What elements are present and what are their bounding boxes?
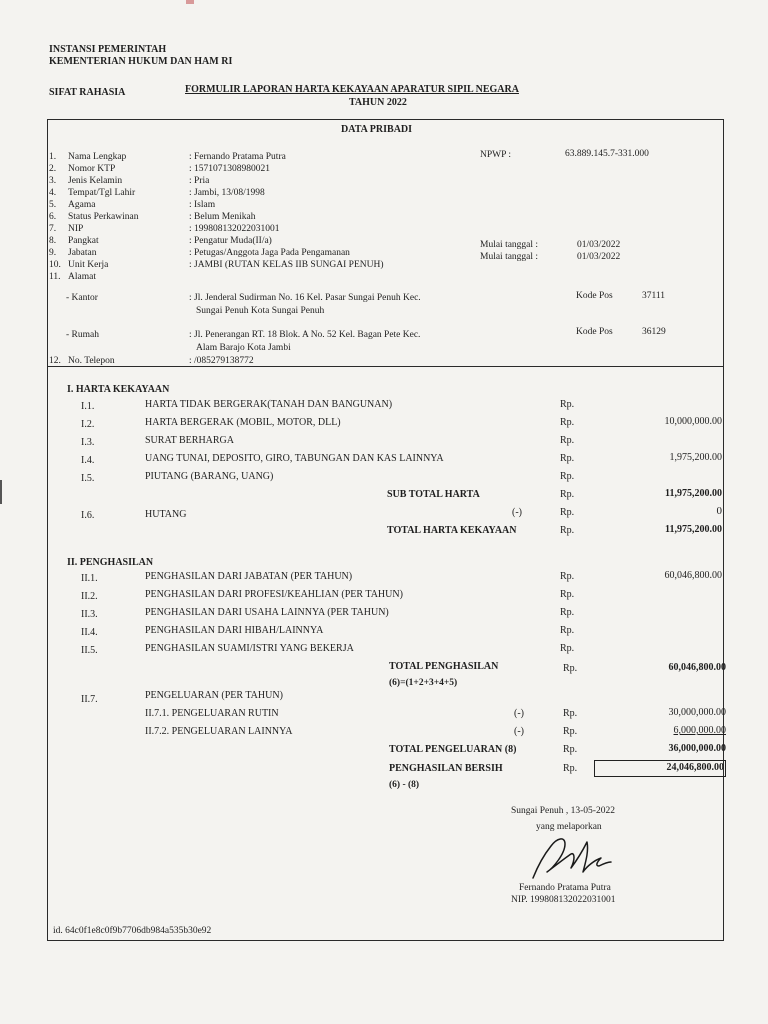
personal-value: : Pria [189, 176, 210, 186]
pengeluaran-label: PENGELUARAN (PER TAHUN) [145, 690, 283, 701]
total-penghasilan-label: TOTAL PENGHASILAN [389, 661, 499, 672]
kantor-label: - Kantor [66, 293, 98, 303]
penghasilan-code: II.2. [81, 591, 98, 602]
personal-label: Nomor KTP [68, 164, 116, 174]
pengeluaran-lainnya-sign: (-) [514, 726, 524, 737]
pengeluaran-lainnya-label: II.7.2. PENGELUARAN LAINNYA [145, 726, 293, 737]
harta-code: I.5. [81, 473, 95, 484]
penghasilan-label: PENGHASILAN DARI JABATAN (PER TAHUN) [145, 571, 353, 582]
personal-value: : Islam [189, 200, 216, 210]
subtotal-harta-rp: Rp. [560, 489, 575, 500]
personal-no: 6. [49, 212, 57, 222]
penghasilan-bersih-value: 24,046,800.00 [666, 762, 724, 773]
personal-no: 3. [49, 176, 57, 186]
harta-value: 10,000,000.00 [664, 416, 722, 427]
harta-rp: Rp. [560, 417, 575, 428]
mulai-tanggal-pangkat-value: 01/03/2022 [577, 240, 621, 250]
personal-no: 2. [49, 164, 57, 174]
rumah-kodepos-value: 36129 [642, 327, 666, 337]
penghasilan-value: 60,046,800.00 [664, 570, 722, 581]
total-harta-rp: Rp. [560, 525, 575, 536]
npwp-label: NPWP : [480, 150, 512, 160]
hutang-code: I.6. [81, 510, 95, 521]
pengeluaran-rutin-label: II.7.1. PENGELUARAN RUTIN [145, 708, 279, 719]
scan-mark [186, 0, 194, 4]
penghasilan-label: PENGHASILAN DARI PROFESI/KEAHLIAN (PER TAHUN) [145, 589, 403, 600]
penghasilan-label: PENGHASILAN SUAMI/ISTRI YANG BEKERJA [145, 643, 354, 654]
personal-label: Jabatan [68, 248, 97, 258]
harta-rp: Rp. [560, 453, 575, 464]
secrecy-label: SIFAT RAHASIA [49, 87, 126, 98]
pengeluaran-rutin-sign: (-) [514, 708, 524, 719]
npwp-value: 63.889.145.7-331.000 [565, 149, 649, 159]
form-title: FORMULIR LAPORAN HARTA KEKAYAAN APARATUR SIPIL NEGARA [185, 84, 519, 95]
penghasilan-label: PENGHASILAN DARI HIBAH/LAINNYA [145, 625, 324, 636]
personal-value: : Jambi, 13/08/1998 [189, 188, 265, 198]
penghasilan-rp: Rp. [560, 589, 575, 600]
harta-label: HARTA BERGERAK (MOBIL, MOTOR, DLL) [145, 417, 341, 428]
penghasilan-bersih-label: PENGHASILAN BERSIH [389, 763, 503, 774]
pengeluaran-lainnya-rp: Rp. [563, 726, 578, 737]
penghasilan-title: II. PENGHASILAN [67, 557, 154, 568]
kantor-kodepos-value: 37111 [642, 291, 666, 301]
personal-value: : 1571071308980021 [189, 164, 271, 174]
penghasilan-code: II.3. [81, 609, 98, 620]
handwritten-signature [525, 828, 620, 886]
form-year: TAHUN 2022 [349, 97, 407, 108]
harta-label: PIUTANG (BARANG, UANG) [145, 471, 274, 482]
telepon-value: : /085279138772 [189, 356, 254, 366]
subtotal-harta-label: SUB TOTAL HARTA [387, 489, 480, 500]
agency-line1: INSTANSI PEMERINTAH [49, 44, 167, 55]
penghasilan-code: II.5. [81, 645, 98, 656]
harta-title: I. HARTA KEKAYAAN [67, 384, 170, 395]
hutang-sign: (-) [512, 507, 522, 518]
harta-rp: Rp. [560, 435, 575, 446]
agency-line2: KEMENTERIAN HUKUM DAN HAM RI [49, 56, 233, 67]
rumah-address-line1: : Jl. Penerangan RT. 18 Blok. A No. 52 Kel. Bagan Pete Kec. [189, 330, 421, 340]
personal-value: : Petugas/Anggota Jaga Pada Pengamanan [189, 248, 350, 258]
kantor-address-line2: Sungai Penuh Kota Sungai Penuh [196, 306, 325, 316]
personal-label: Status Perkawinan [68, 212, 139, 222]
signature-reporter-label: yang melaporkan [536, 822, 602, 832]
harta-code: I.4. [81, 455, 95, 466]
personal-no: 5. [49, 200, 57, 210]
personal-no: 8. [49, 236, 57, 246]
mulai-tanggal-pangkat-label: Mulai tanggal : [480, 240, 539, 250]
penghasilan-rp: Rp. [560, 571, 575, 582]
personal-value: : JAMBI (RUTAN KELAS IIB SUNGAI PENUH) [189, 260, 384, 270]
total-penghasilan-rp: Rp. [563, 663, 578, 674]
total-pengeluaran-rp: Rp. [563, 744, 578, 755]
personal-label: Jenis Kelamin [68, 176, 123, 186]
penghasilan-rp: Rp. [560, 643, 575, 654]
penghasilan-bersih-formula: (6) - (8) [389, 780, 420, 790]
total-pengeluaran-value: 36,000,000.00 [668, 743, 726, 754]
rumah-label: - Rumah [66, 330, 99, 340]
harta-rp: Rp. [560, 471, 575, 482]
harta-label: SURAT BERHARGA [145, 435, 234, 446]
personal-value: : Fernando Pratama Putra [189, 152, 286, 162]
mulai-tanggal-jabatan-value: 01/03/2022 [577, 252, 621, 262]
personal-no: 11. [49, 272, 61, 282]
harta-value: 1,975,200.00 [669, 452, 722, 463]
penghasilan-bersih-rp: Rp. [563, 763, 578, 774]
harta-rp: Rp. [560, 399, 575, 410]
personal-no: 4. [49, 188, 57, 198]
harta-code: I.2. [81, 419, 95, 430]
hutang-rp: Rp. [560, 507, 575, 518]
personal-label: Pangkat [68, 236, 99, 246]
harta-label: UANG TUNAI, DEPOSITO, GIRO, TABUNGAN DAN KAS LAINNYA [145, 453, 444, 464]
total-pengeluaran-label: TOTAL PENGELUARAN (8) [389, 744, 517, 755]
personal-no: 9. [49, 248, 57, 258]
total-penghasilan-formula: (6)=(1+2+3+4+5) [389, 678, 458, 688]
hutang-label: HUTANG [145, 509, 187, 520]
kantor-address-line1: : Jl. Jenderal Sudirman No. 16 Kel. Pasar Sungai Penuh Kec. [189, 293, 421, 303]
subtotal-harta-value: 11,975,200.00 [665, 488, 722, 499]
total-harta-label: TOTAL HARTA KEKAYAAN [387, 525, 517, 536]
penghasilan-label: PENGHASILAN DARI USAHA LAINNYA (PER TAHUN) [145, 607, 389, 618]
rumah-kodepos-label: Kode Pos [576, 327, 613, 337]
personal-label: Alamat [68, 272, 96, 282]
personal-value: : Belum Menikah [189, 212, 256, 222]
total-harta-value: 11,975,200.00 [665, 524, 722, 535]
personal-value: : Pengatur Muda(II/a) [189, 236, 272, 246]
penghasilan-rp: Rp. [560, 607, 575, 618]
frame-right-inner [723, 366, 724, 940]
personal-no: 7. [49, 224, 57, 234]
harta-label: HARTA TIDAK BERGERAK(TANAH DAN BANGUNAN) [145, 399, 393, 410]
telepon-no: 12. [49, 356, 61, 366]
telepon-label: No. Telepon [68, 356, 115, 366]
penghasilan-rp: Rp. [560, 625, 575, 636]
document-id: id. 64c0f1e8c0f9b7706db984a535b30e92 [53, 926, 212, 936]
section-divider [47, 366, 724, 367]
personal-label: Nama Lengkap [68, 152, 127, 162]
personal-label: NIP [68, 224, 84, 234]
scan-edge [0, 480, 2, 504]
total-penghasilan-value: 60,046,800.00 [668, 662, 726, 673]
signature-nip: NIP. 199808132022031001 [511, 895, 616, 905]
personal-label: Agama [68, 200, 96, 210]
harta-code: I.3. [81, 437, 95, 448]
mulai-tanggal-jabatan-label: Mulai tanggal : [480, 252, 539, 262]
signature-name: Fernando Pratama Putra [519, 883, 611, 893]
personal-value: : 199808132022031001 [189, 224, 280, 234]
signature-place-date: Sungai Penuh , 13-05-2022 [511, 806, 615, 816]
hutang-value: 0 [716, 505, 722, 517]
personal-no: 1. [49, 152, 57, 162]
pengeluaran-code: II.7. [81, 694, 98, 705]
personal-label: Unit Kerja [68, 260, 109, 270]
pengeluaran-lainnya-value: 6,000,000.00 [673, 725, 726, 736]
harta-code: I.1. [81, 401, 95, 412]
personal-section-title: DATA PRIBADI [341, 124, 413, 135]
pengeluaran-rutin-value: 30,000,000.00 [668, 707, 726, 718]
personal-no: 10. [49, 260, 61, 270]
penghasilan-code: II.4. [81, 627, 98, 638]
rumah-address-line2: Alam Barajo Kota Jambi [196, 343, 291, 353]
personal-label: Tempat/Tgl Lahir [68, 188, 136, 198]
kantor-kodepos-label: Kode Pos [576, 291, 613, 301]
penghasilan-code: II.1. [81, 573, 98, 584]
pengeluaran-rutin-rp: Rp. [563, 708, 578, 719]
